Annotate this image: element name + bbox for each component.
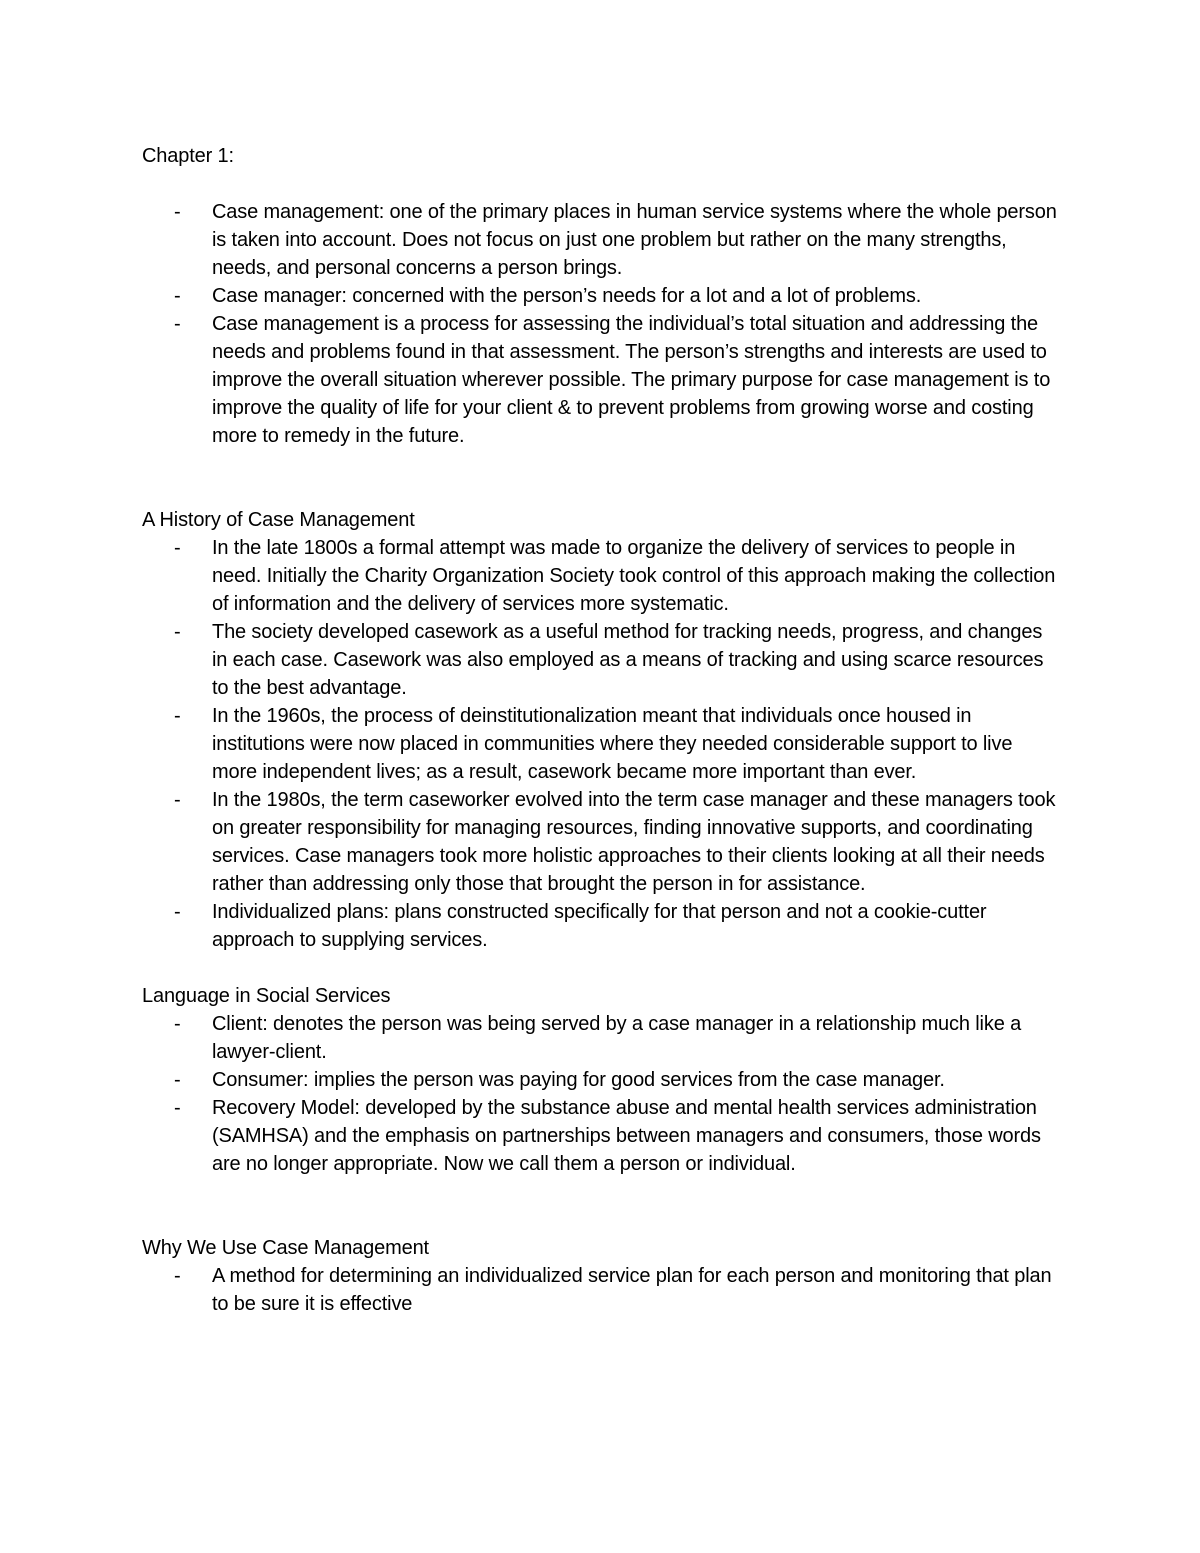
list-item: [142, 786, 1062, 898]
list-item: [142, 282, 1062, 310]
bullet-dash: -: [174, 789, 181, 811]
section-chapter-1: [142, 142, 1062, 450]
bullet-dash: -: [174, 1069, 181, 1091]
list-item: [142, 534, 1062, 618]
list-item: [142, 310, 1062, 450]
list-item: [142, 1010, 1062, 1066]
bullet-dash: -: [174, 201, 181, 223]
section-heading: Chapter 1:: [142, 145, 234, 167]
section-why-we-use-case-management: [142, 1234, 1062, 1318]
bullet-dash: -: [174, 1097, 181, 1119]
list-item-text: Case manager: concerned with the person’s needs for a lot and a lot of problems.: [212, 285, 922, 307]
list-item-text: Consumer: implies the person was paying for good services from the case manager.: [212, 1069, 945, 1091]
document-body: [142, 142, 1062, 1318]
bullet-dash: -: [174, 285, 181, 307]
list-item: [142, 198, 1062, 282]
list-item-text: The society developed casework as a useful method for tracking needs, progress, and changes in each case. Casework was also employed as a means of tracking and using scarce resources to the best advantage.: [212, 621, 1044, 699]
bullet-dash: -: [174, 621, 181, 643]
section-language-in-social-services: [142, 982, 1062, 1178]
list-item: [142, 1066, 1062, 1094]
list-item: [142, 618, 1062, 702]
bullet-dash: -: [174, 1265, 181, 1287]
list-item-text: Individualized plans: plans constructed specifically for that person and not a cookie-cutter approach to supplying services.: [212, 901, 987, 951]
list-item-text: In the late 1800s a formal attempt was made to organize the delivery of services to people in need. Initially the Charity Organization Society took control of this approach making the collection of information and the delivery of services more systematic.: [212, 537, 1056, 615]
list-item-text: Client: denotes the person was being served by a case manager in a relationship much like a lawyer-client.: [212, 1013, 1022, 1063]
section-heading: A History of Case Management: [142, 509, 415, 531]
bullet-list: [142, 534, 1062, 954]
bullet-dash: -: [174, 901, 181, 923]
list-item-text: Case management: one of the primary places in human service systems where the whole person is taken into account. Does not focus on just one problem but rather on the many strengths, needs, and personal concerns a person brings.: [212, 201, 1057, 279]
bullet-dash: -: [174, 313, 181, 335]
list-item-text: Recovery Model: developed by the substance abuse and mental health services administration (SAMHSA) and the emphasis on partnerships between managers and consumers, those words are no longer appropriate. Now we call them a person or individual.: [212, 1097, 1041, 1175]
section-heading: Why We Use Case Management: [142, 1237, 429, 1259]
list-item: [142, 898, 1062, 954]
list-item: [142, 702, 1062, 786]
bullet-dash: -: [174, 705, 181, 727]
bullet-list: [142, 198, 1062, 450]
list-item-text: Case management is a process for assessing the individual’s total situation and addressing the needs and problems found in that assessment. The person’s strengths and interests are used to improve the overall situation wherever possible. The primary purpose for case management is to improve the quality of life for your client & to prevent problems from growing worse and costing more to remedy in the future.: [212, 313, 1051, 447]
bullet-list: [142, 1010, 1062, 1178]
bullet-dash: -: [174, 537, 181, 559]
list-item-text: In the 1960s, the process of deinstitutionalization meant that individuals once housed in institutions were now placed in communities where they needed considerable support to live more independent lives; as a result, casework became more important than ever.: [212, 705, 1013, 783]
list-item: [142, 1262, 1062, 1318]
list-item-text: In the 1980s, the term caseworker evolved into the term case manager and these managers took on greater responsibility for managing resources, finding innovative supports, and coordinating services. Case managers took more holistic approaches to their clients looking at all their needs rather than addressing only those that brought the person in for assistance.: [212, 789, 1056, 895]
section-history-of-case-management: [142, 506, 1062, 954]
list-item: [142, 1094, 1062, 1178]
section-heading: Language in Social Services: [142, 985, 391, 1007]
bullet-list: [142, 1262, 1062, 1318]
bullet-dash: -: [174, 1013, 181, 1035]
list-item-text: A method for determining an individualized service plan for each person and monitoring that plan to be sure it is effective: [212, 1265, 1052, 1315]
